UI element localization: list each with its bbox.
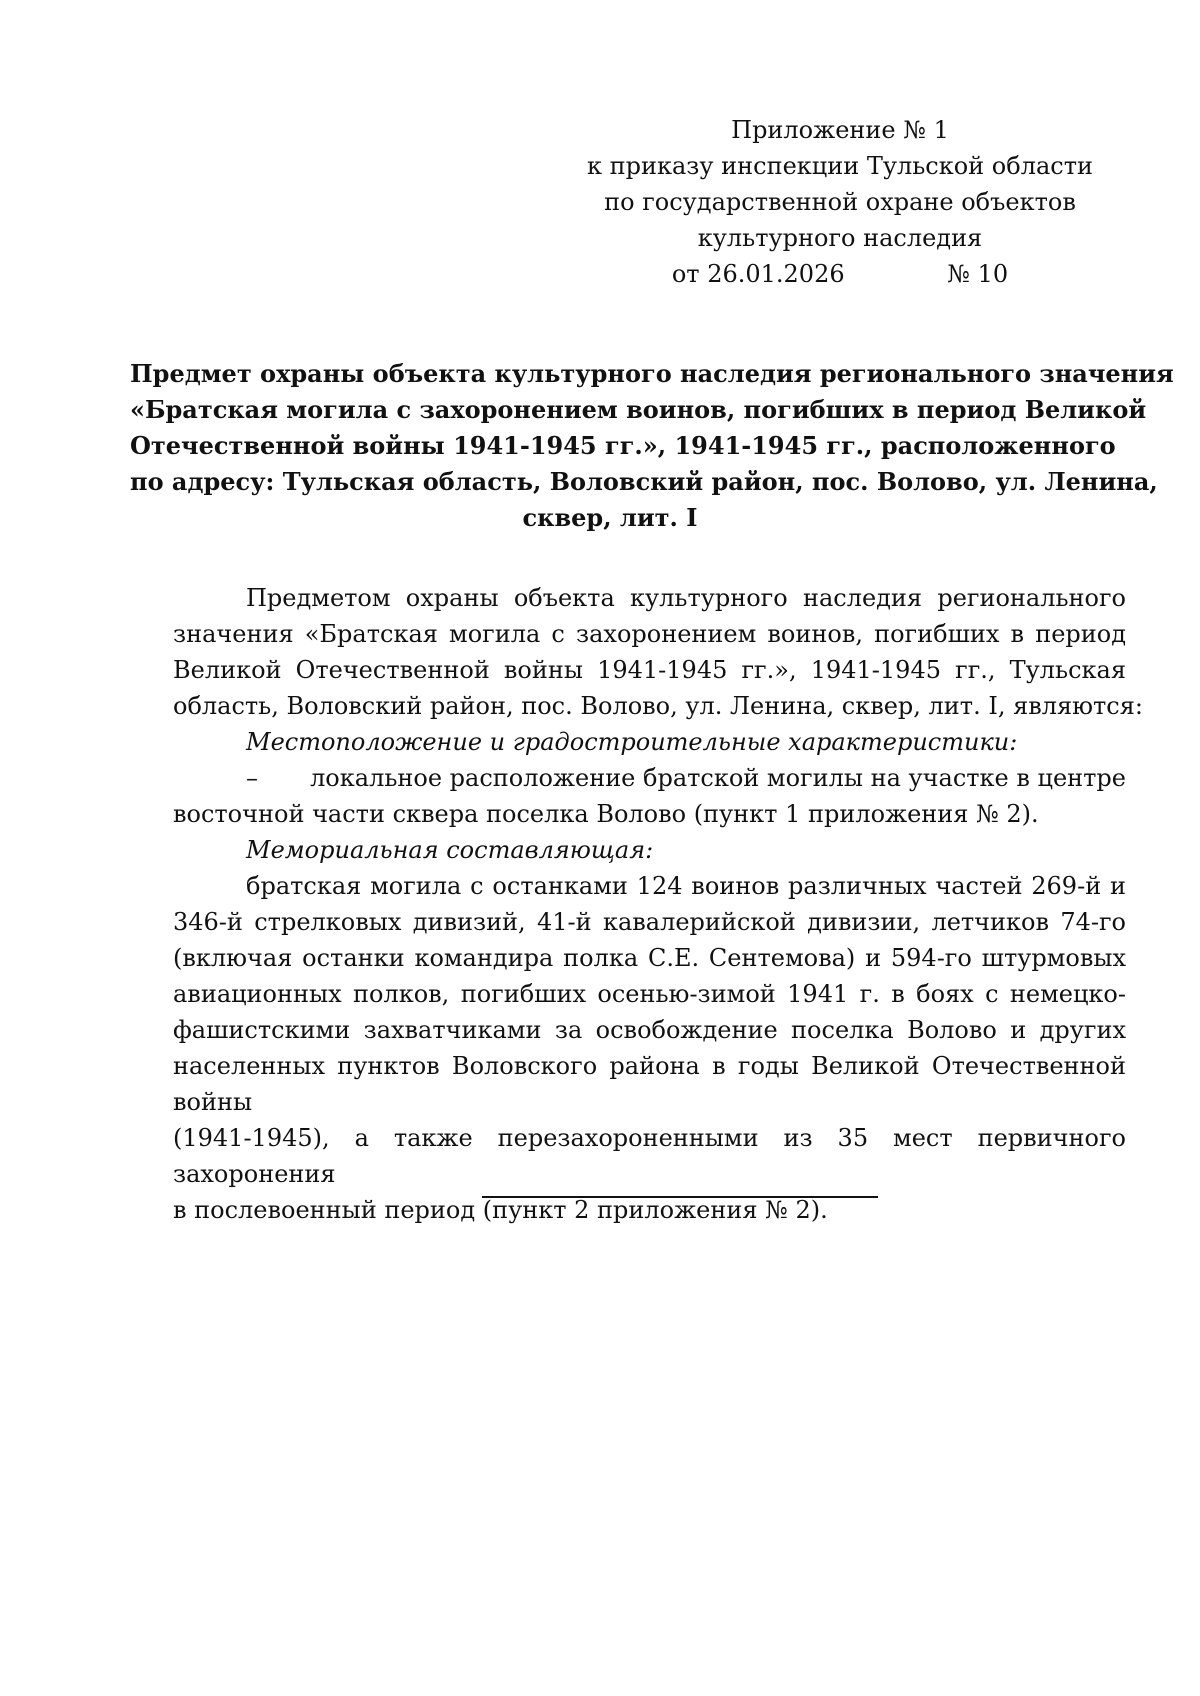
order-number: № 10 (947, 260, 1009, 288)
document-title (130, 356, 1174, 536)
memorial-line: населенных пунктов Воловского района в годы Великой Отечественной войны (173, 1052, 1126, 1116)
memorial-line: фашистскими захватчиками за освобождение поселка Волово и других (173, 1016, 1126, 1044)
list-item (173, 760, 1126, 796)
intro-line: значения «Братская могила с захоронением воинов, погибших в период (173, 620, 1126, 648)
end-divider (482, 1196, 878, 1198)
title-line: Отечественной войны 1941-1945 гг.», 1941-1945 гг., расположенного (130, 431, 1116, 460)
title-line: Предмет охраны объекта культурного наследия регионального значения (130, 359, 1174, 388)
memorial-line: 346-й стрелковых дивизий, 41-й кавалерийской дивизии, летчиков 74-го (173, 908, 1126, 936)
title-line: сквер, лит. I (522, 503, 698, 532)
order-date: от 26.01.2026 (671, 260, 845, 288)
section-heading-memorial: Мемориальная составляющая: (246, 836, 654, 864)
memorial-line: братская могила с останками 124 воинов различных частей 269-й и (246, 872, 1126, 900)
dash-bullet: – (246, 764, 258, 792)
intro-line: Великой Отечественной войны 1941-1945 гг.», 1941-1945 гг., Тульская (173, 656, 1126, 684)
order-reference: к приказу инспекции Тульской области (587, 152, 1093, 180)
title-line: «Братская могила с захоронением воинов, погибших в период Великой (130, 395, 1147, 424)
appendix-header (560, 112, 1120, 292)
section-heading-location: Местоположение и градостроительные характеристики: (246, 728, 1018, 756)
intro-line: область, Воловский район, пос. Волово, ул. Ленина, сквер, лит. I, являются: (173, 692, 1143, 720)
document-body (173, 580, 1143, 1228)
list-item-text: локальное расположение братской могилы на участке в центре (310, 764, 1126, 792)
order-authority-cont: культурного наследия (697, 224, 983, 252)
memorial-line: в послевоенный период (пункт 2 приложения № 2). (173, 1196, 828, 1224)
memorial-line: (включая останки командира полка С.Е. Сентемова) и 594-го штурмовых (173, 944, 1126, 972)
appendix-number: Приложение № 1 (731, 116, 949, 144)
intro-line: Предметом охраны объекта культурного наследия регионального (246, 584, 1126, 612)
list-item-text: восточной части сквера поселка Волово (пункт 1 приложения № 2). (173, 800, 1039, 828)
order-authority: по государственной охране объектов (604, 188, 1076, 216)
memorial-line: авиационных полков, погибших осенью-зимой 1941 г. в боях с немецко- (173, 980, 1126, 1008)
title-line: по адресу: Тульская область, Воловский район, пос. Волово, ул. Ленина, (130, 467, 1158, 496)
memorial-line: (1941-1945), а также перезахороненными из 35 мест первичного захоронения (173, 1124, 1126, 1188)
order-date-line (560, 256, 1120, 292)
